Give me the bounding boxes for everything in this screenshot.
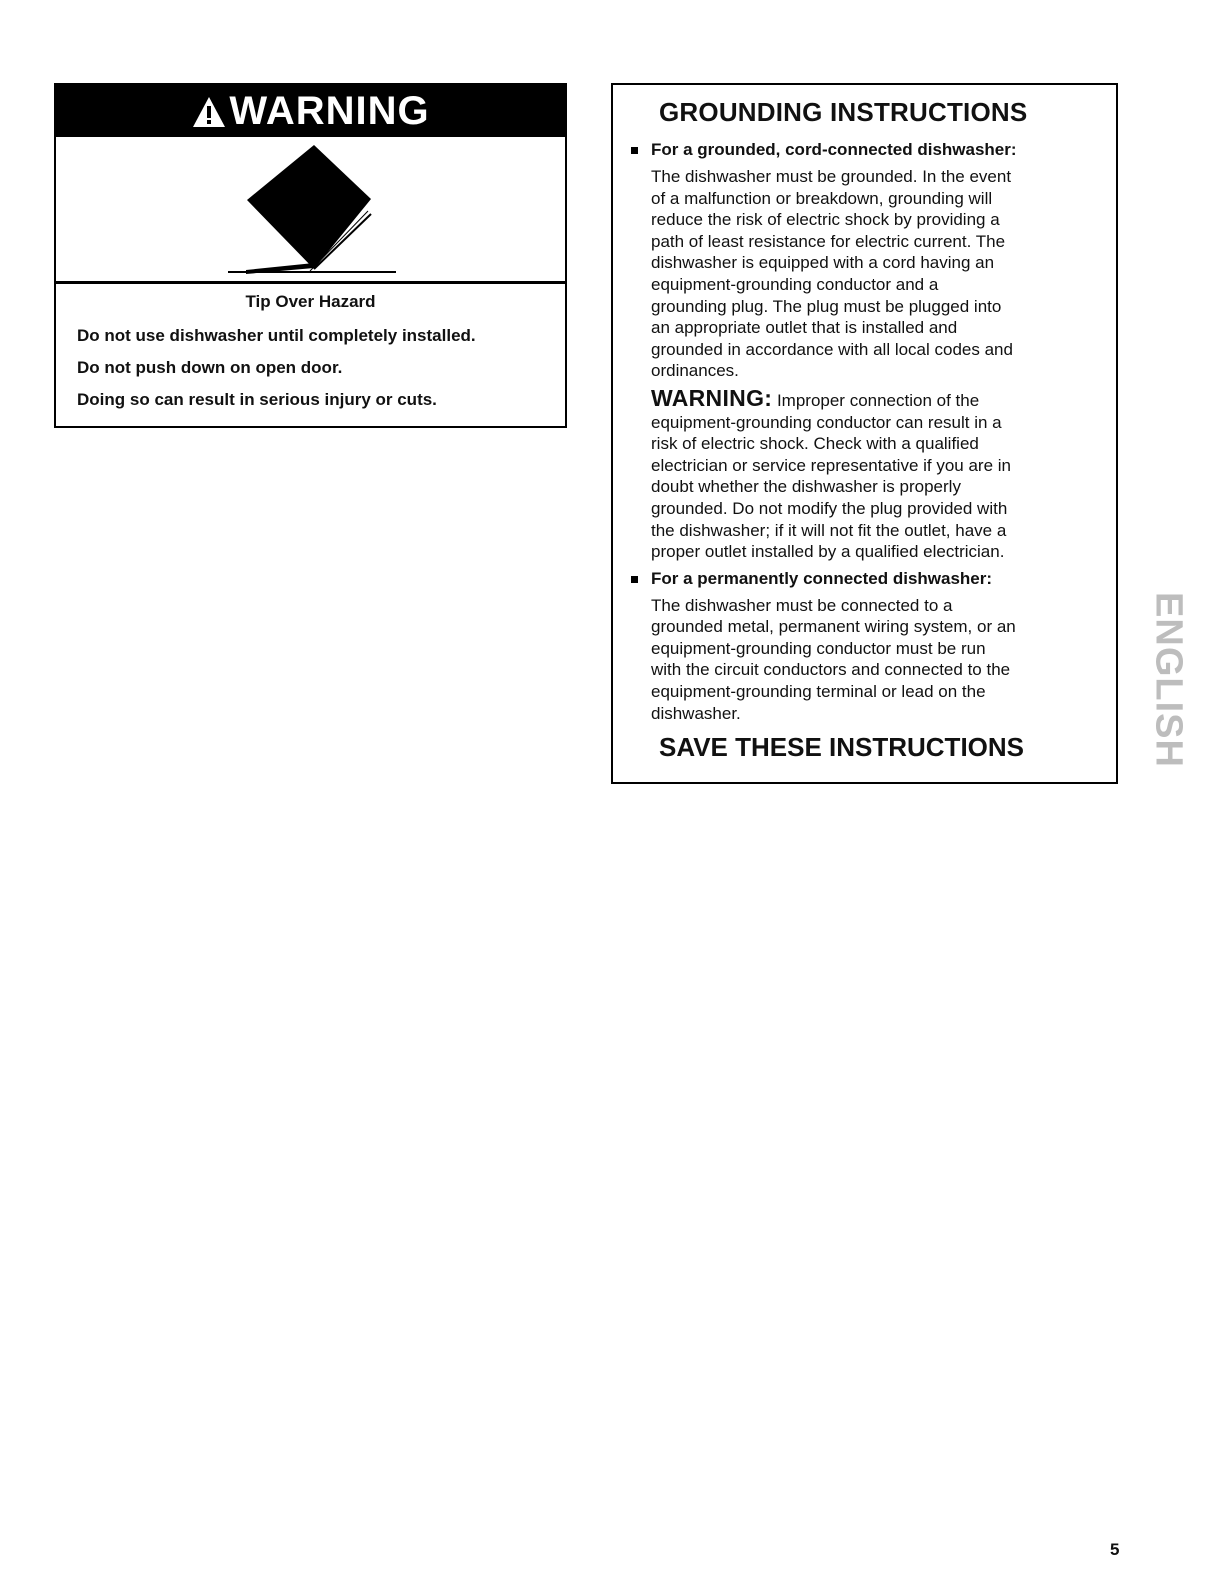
warning-line: Do not push down on open door.	[77, 358, 343, 377]
body-line: ordinances.	[651, 361, 739, 381]
body-line: electrician or service representative if you are in	[651, 455, 1011, 475]
body-line: proper outlet installed by a qualified electrician.	[651, 542, 1005, 562]
bullet-square-icon	[631, 576, 638, 583]
section-heading-permanent	[629, 569, 1102, 589]
section-heading-cord-connected	[629, 140, 1102, 160]
alert-triangle-icon	[191, 95, 227, 129]
body-line: The dishwasher must be connected to a	[651, 595, 953, 615]
warning-box	[54, 83, 567, 428]
warning-label: WARNING:	[651, 384, 773, 411]
body-line: of a malfunction or breakdown, grounding will	[651, 188, 993, 208]
body-line: path of least resistance for electric current. The	[651, 231, 1006, 251]
warning-header-text: WARNING	[229, 88, 430, 133]
body-line: with the circuit conductors and connected to the	[651, 660, 1011, 680]
body-line: dishwasher.	[651, 703, 741, 723]
body-line: equipment-grounding conductor and a	[651, 274, 939, 294]
section-body-permanent	[651, 595, 1102, 725]
body-line: The dishwasher must be grounded. In the event	[651, 167, 1012, 186]
section-heading-text: For a permanently connected dishwasher:	[651, 568, 993, 588]
body-line: grounded metal, permanent wiring system, or an	[651, 617, 1016, 637]
body-line: dishwasher is equipped with a cord having an	[651, 253, 995, 273]
warning-line: Do not use dishwasher until completely installed.	[77, 326, 476, 345]
body-line: risk of electric shock. Check with a qualified	[651, 434, 979, 454]
warning-line: Doing so can result in serious injury or cuts.	[77, 390, 437, 409]
body-line: equipment-grounding terminal or lead on the	[651, 682, 986, 702]
section-heading-text: For a grounded, cord-connected dishwasher:	[651, 140, 1017, 159]
body-line: equipment-grounding conductor must be run	[651, 638, 986, 658]
warning-first-line	[651, 384, 1102, 412]
body-line: an appropriate outlet that is installed and	[651, 318, 958, 338]
grounding-title: GROUNDING INSTRUCTIONS	[659, 97, 1028, 127]
hazard-title: Tip Over Hazard	[245, 292, 376, 311]
body-line: grounding plug. The plug must be plugged into	[651, 296, 1002, 316]
warning-header	[56, 85, 565, 137]
body-line: Improper connection of the	[772, 390, 980, 410]
section-body-cord-connected	[651, 166, 1102, 382]
body-line: grounded. Do not modify the plug provided with	[651, 498, 1008, 518]
save-instructions-title: SAVE THESE INSTRUCTIONS	[659, 732, 1025, 763]
grounding-warning-paragraph	[651, 384, 1102, 563]
bullet-square-icon	[631, 147, 638, 154]
body-line: grounded in accordance with all local codes and	[651, 339, 1013, 359]
language-tab-label: ENGLISH	[1147, 592, 1190, 768]
body-line: reduce the risk of electric shock by providing a	[651, 210, 1000, 230]
page-number: 5	[1110, 1540, 1120, 1559]
body-line: doubt whether the dishwasher is properly	[651, 477, 961, 497]
body-line: the dishwasher; if it will not fit the outlet, have a	[651, 520, 1007, 540]
language-side-tab	[1147, 570, 1190, 790]
tip-over-pictogram	[56, 137, 565, 284]
body-line: equipment-grounding conductor can result in a	[651, 412, 1002, 432]
grounding-instructions-box	[611, 83, 1118, 784]
tipping-dishwasher-icon	[56, 137, 565, 281]
